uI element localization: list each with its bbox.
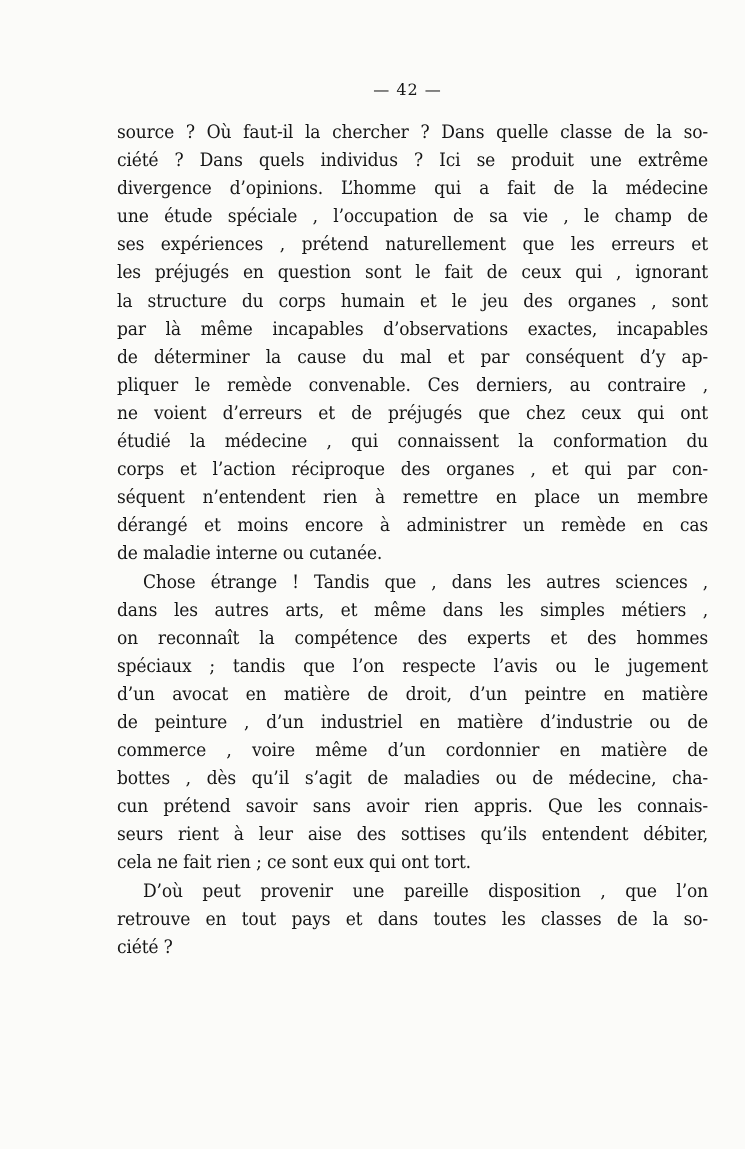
text-line: commerce , voire même d’un cordonnier en matière de [117, 739, 708, 762]
text-line: cela ne fait rien ; ce sont eux qui ont tort. [117, 851, 471, 874]
text-line: pliquer le remède convenable. Ces derniers, au contraire , [117, 373, 708, 396]
text-line: par là même incapables d’observations exactes, incapables [117, 317, 708, 340]
text-line: seurs rient à leur aise des sottises qu’ils entendent débiter, [117, 823, 708, 846]
text-line: séquent n’entendent rien à remettre en place un membre [117, 486, 708, 509]
text-line: les préjugés en question sont le fait de ceux qui , ignorant [117, 261, 708, 284]
text-line: bottes , dès qu’il s’agit de maladies ou de médecine, cha- [117, 767, 708, 790]
text-line: cun prétend savoir sans avoir rien appris. Que les connais- [117, 795, 708, 818]
page-number: — 42 — [373, 80, 442, 99]
text-line: ciété ? [117, 935, 173, 958]
text-line: divergence d’opinions. L’homme qui a fait de la médecine [117, 177, 708, 200]
text-line: D’où peut provenir une pareille disposition , que l’on [143, 879, 708, 902]
text-line: on reconnaît la compétence des experts et des hommes [117, 626, 708, 649]
text-line: ne voient d’erreurs et de préjugés que chez ceux qui ont [117, 401, 708, 424]
text-line: dans les autres arts, et même dans les simples métiers , [117, 598, 708, 621]
text-line: ses expériences , prétend naturellement que les erreurs et [117, 233, 708, 256]
text-line: d’un avocat en matière de droit, d’un peintre en matière [117, 682, 708, 705]
text-line: corps et l’action réciproque des organes , et qui par con- [117, 458, 708, 481]
text-line: une étude spéciale , l’occupation de sa vie , le champ de [117, 205, 708, 228]
text-line: Chose étrange ! Tandis que , dans les autres sciences , [143, 570, 708, 593]
body-text [117, 118, 708, 961]
text-line: retrouve en tout pays et dans toutes les classes de la so- [117, 907, 708, 930]
text-line: source ? Où faut-il la chercher ? Dans quelle classe de la so- [117, 121, 708, 143]
text-line: dérangé et moins encore à administrer un remède en cas [117, 514, 708, 537]
text-line: étudié la médecine , qui connaissent la conformation du [117, 430, 708, 453]
text-line: de maladie interne ou cutanée. [117, 542, 383, 565]
text-line: spéciaux ; tandis que l’on respecte l’avis ou le jugement [117, 654, 708, 677]
text-line: de peinture , d’un industriel en matière d’industrie ou de [117, 710, 708, 733]
text-line: ciété ? Dans quels individus ? Ici se produit une extrême [117, 149, 708, 172]
text-line: de déterminer la cause du mal et par conséquent d’y ap- [117, 345, 708, 368]
text-line: la structure du corps humain et le jeu des organes , sont [117, 289, 708, 312]
